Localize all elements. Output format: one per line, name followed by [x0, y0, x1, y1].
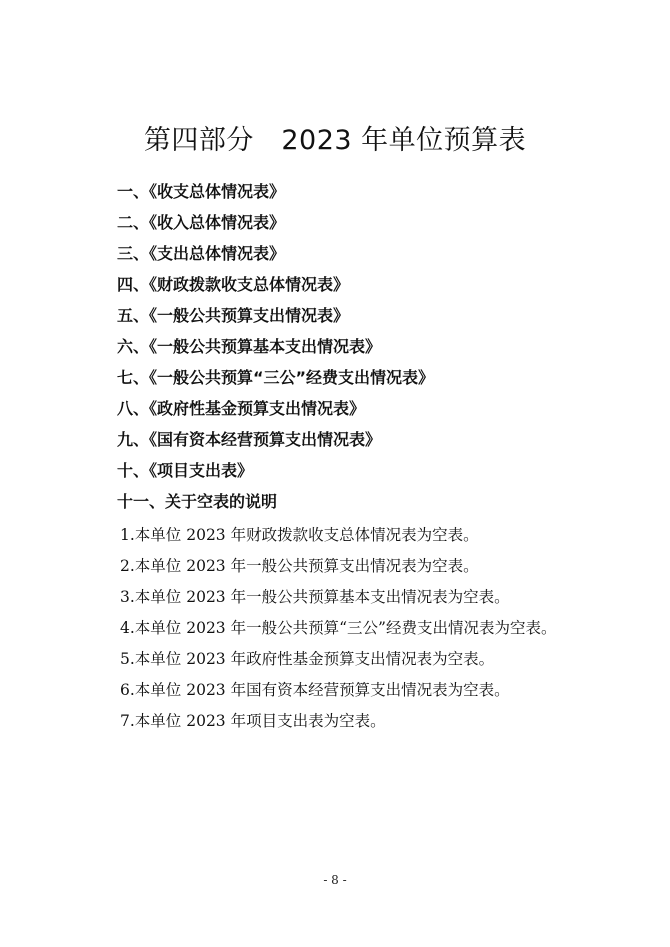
note-item-1: 1.本单位 2023 年财政拨款收支总体情况表为空表。 — [120, 526, 479, 544]
toc-item-10: 十、《项目支出表》 — [117, 461, 254, 480]
note-item-2: 2.本单位 2023 年一般公共预算支出情况表为空表。 — [120, 557, 479, 575]
note-item-4: 4.本单位 2023 年一般公共预算“三公”经费支出情况表为空表。 — [120, 619, 557, 637]
toc-item-4: 四、《财政拨款收支总体情况表》 — [117, 275, 350, 294]
toc-item-7: 七、《一般公共预算“三公”经费支出情况表》 — [117, 368, 435, 387]
toc-item-2: 二、《收入总体情况表》 — [117, 213, 286, 232]
toc-item-5: 五、《一般公共预算支出情况表》 — [117, 306, 350, 325]
note-item-7: 7.本单位 2023 年项目支出表为空表。 — [120, 712, 386, 730]
table-of-contents — [117, 176, 637, 517]
page-number: - 8 - — [323, 873, 347, 887]
toc-item-11: 十一、关于空表的说明 — [117, 492, 278, 511]
toc-item-9: 九、《国有资本经营预算支出情况表》 — [117, 430, 382, 449]
empty-table-notes — [120, 520, 650, 737]
toc-item-1: 一、《收支总体情况表》 — [117, 182, 286, 201]
toc-item-8: 八、《政府性基金预算支出情况表》 — [117, 399, 366, 418]
note-item-3: 3.本单位 2023 年一般公共预算基本支出情况表为空表。 — [120, 588, 510, 606]
page-title: 第四部分 2023 年单位预算表 — [143, 125, 527, 156]
note-item-5: 5.本单位 2023 年政府性基金预算支出情况表为空表。 — [120, 650, 495, 668]
note-item-6: 6.本单位 2023 年国有资本经营预算支出情况表为空表。 — [120, 681, 510, 699]
toc-item-6: 六、《一般公共预算基本支出情况表》 — [117, 337, 382, 356]
toc-item-3: 三、《支出总体情况表》 — [117, 244, 286, 263]
